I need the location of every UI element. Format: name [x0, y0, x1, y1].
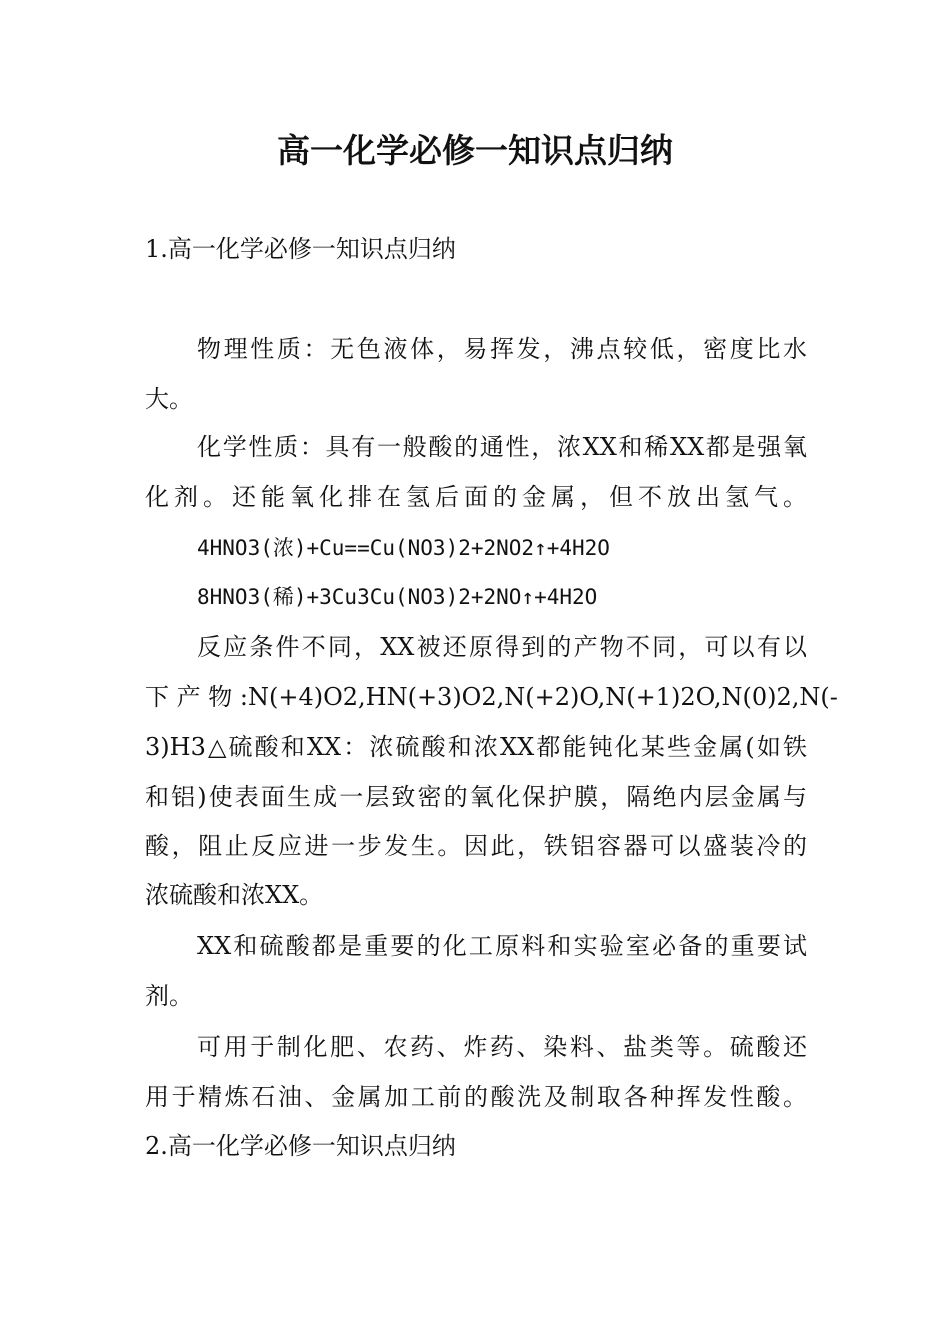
paragraph-line: 可用于制化肥、农药、炸药、染料、盐类等。硫酸还 — [197, 1033, 807, 1061]
paragraph-line: 酸，阻止反应进一步发生。因此，铁铝容器可以盛装冷的 — [145, 832, 807, 860]
paragraph-line: 用于精炼石油、金属加工前的酸洗及制取各种挥发性酸。 — [145, 1083, 807, 1111]
paragraph-line: 化学性质：具有一般酸的通性，浓XX和稀XX都是强氧 — [197, 433, 807, 461]
document-title: 高一化学必修一知识点归纳 — [277, 131, 673, 170]
paragraph-line: 和铝)使表面生成一层致密的氧化保护膜，隔绝内层金属与 — [145, 783, 807, 811]
paragraph-line: 剂。 — [145, 982, 193, 1010]
chemical-equation: 8HNO3(稀)+3Cu3Cu(NO3)2+2NO↑+4H2O — [197, 585, 598, 609]
paragraph-line: 下 产 物 :N(+4)O2,HN(+3)O2,N(+2)O,N(+1)2O,N(0)2,N(- — [145, 683, 838, 711]
chemical-equation: 4HNO3(浓)+Cu==Cu(NO3)2+2NO2↑+4H2O — [197, 536, 610, 560]
paragraph-line: 物理性质：无色液体，易挥发，沸点较低，密度比水 — [197, 335, 807, 363]
paragraph-line: 浓硫酸和浓XX。 — [145, 881, 324, 909]
paragraph-line: XX和硫酸都是重要的化工原料和实验室必备的重要试 — [197, 932, 807, 960]
section-heading-1: 1.高一化学必修一知识点归纳 — [145, 235, 456, 263]
paragraph-line: 反应条件不同，XX被还原得到的产物不同，可以有以 — [197, 633, 807, 661]
paragraph-line: 3)H3△硫酸和XX：浓硫酸和浓XX都能钝化某些金属(如铁 — [145, 733, 807, 761]
paragraph-line: 化剂。还能氧化排在氢后面的金属，但不放出氢气。 — [145, 483, 807, 511]
section-heading-2: 2.高一化学必修一知识点归纳 — [145, 1132, 456, 1160]
paragraph-line: 大。 — [145, 385, 193, 413]
